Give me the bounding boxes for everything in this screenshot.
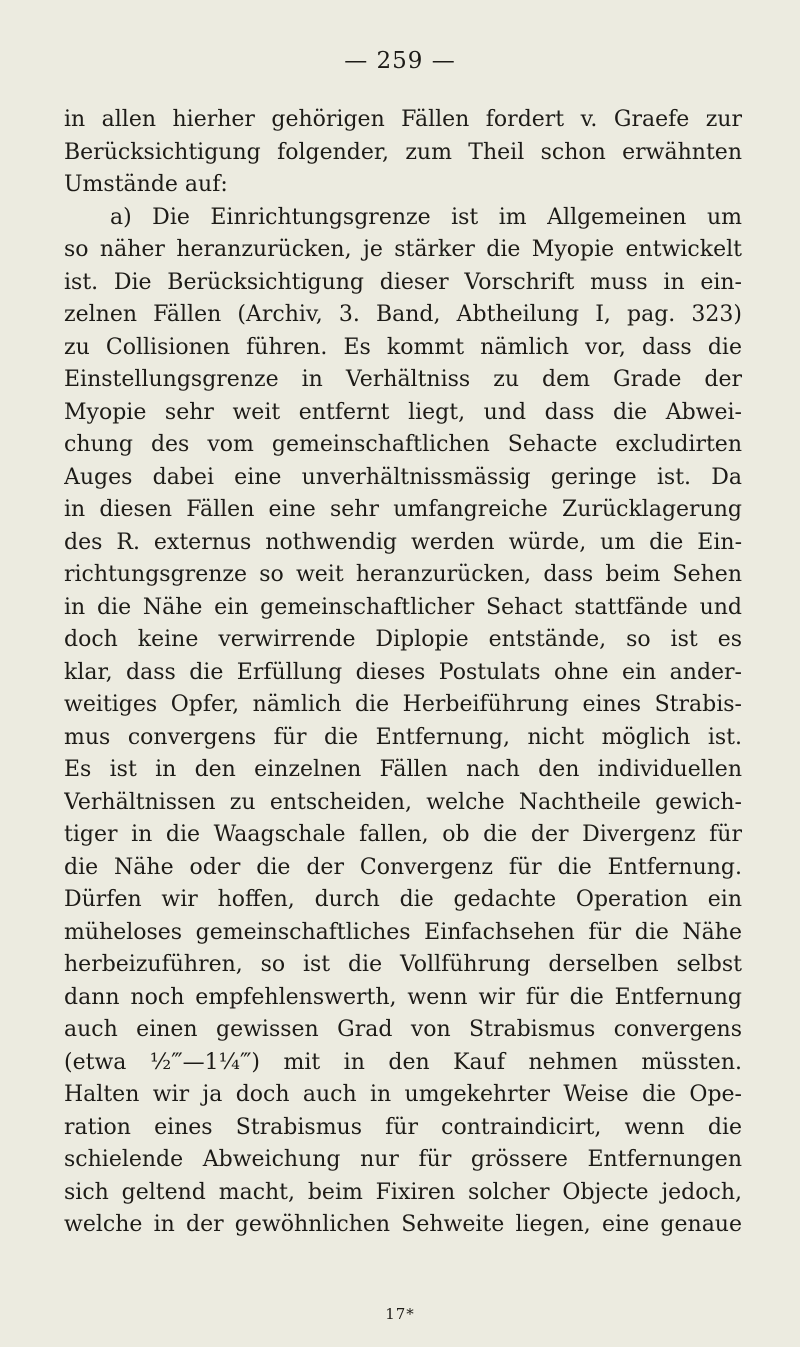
text-line: dann noch empfehlenswerth, wenn wir für die Entfernung [64,984,742,1010]
body-text [64,104,742,1242]
text-line: richtungsgrenze so weit heranzurücken, dass beim Sehen [64,562,742,587]
text-line: doch keine verwirrende Diplopie entstände, so ist es [64,627,742,652]
text-line: Myopie sehr weit entfernt liegt, und dass die Abwei- [64,399,742,425]
text-line: schielende Abweichung nur für grössere Entfernungen [64,1147,742,1172]
text-line: zu Collisionen führen. Es kommt nämlich vor, dass die [64,334,742,360]
text-line: sich geltend macht, beim Fixiren solcher Objecte jedoch, [64,1179,742,1205]
page-number: — 259 — [344,48,456,74]
text-line: weitiges Opfer, nämlich die Herbeiführung eines Strabis- [64,692,742,717]
text-line: in die Nähe ein gemeinschaftlicher Sehact stattfände und [64,594,742,620]
signature-mark: 17* [385,1305,415,1323]
text-line: Halten wir ja doch auch in umgekehrter Weise die Ope- [64,1082,742,1107]
text-line: so näher heranzurücken, je stärker die Myopie entwickelt [64,237,742,262]
text-line: ist. Die Berücksichtigung dieser Vorschrift muss in ein- [64,269,742,295]
text-line: welche in der gewöhnlichen Sehweite liegen, eine genaue [64,1212,742,1237]
text-line: Berücksichtigung folgender, zum Theil schon erwähnten [64,139,742,165]
text-line: (etwa ½‴—1¼‴) mit in den Kauf nehmen müssten. [64,1049,742,1075]
text-line: Umstände auf: [64,172,228,197]
text-line: a) Die Einrichtungsgrenze ist im Allgemeinen um [110,204,742,230]
text-line: zelnen Fällen (Archiv, 3. Band, Abtheilung I, pag. 323) [64,302,742,327]
text-line: Auges dabei eine unverhältnissmässig geringe ist. Da [64,464,742,490]
text-line: Dürfen wir hoffen, durch die gedachte Operation ein [64,887,742,912]
text-line: chung des vom gemeinschaftlichen Sehacte excludirten [64,432,742,457]
text-line: die Nähe oder die der Convergenz für die Entfernung. [64,854,742,880]
text-line: tiger in die Waagschale fallen, ob die der Divergenz für [64,822,742,847]
text-line: Einstellungsgrenze in Verhältniss zu dem Grade der [64,367,742,392]
text-line: Es ist in den einzelnen Fällen nach den individuellen [64,757,742,782]
text-line: klar, dass die Erfüllung dieses Postulats ohne ein ander- [64,659,742,685]
text-line: des R. externus nothwendig werden würde, um die Ein- [64,529,742,555]
text-line: mus convergens für die Entfernung, nicht möglich ist. [64,724,742,750]
text-line: herbeizuführen, so ist die Vollführung derselben selbst [64,952,742,977]
text-line: in allen hierher gehörigen Fällen fordert v. Graefe zur [64,107,742,132]
text-line: ration eines Strabismus für contraindicirt, wenn die [64,1114,742,1140]
text-line: auch einen gewissen Grad von Strabismus convergens [64,1017,742,1042]
text-line: Verhältnissen zu entscheiden, welche Nachtheile gewich- [64,789,742,815]
text-line: müheloses gemeinschaftliches Einfachsehen für die Nähe [64,919,742,945]
text-line: in diesen Fällen eine sehr umfangreiche Zurücklagerung [64,497,742,522]
